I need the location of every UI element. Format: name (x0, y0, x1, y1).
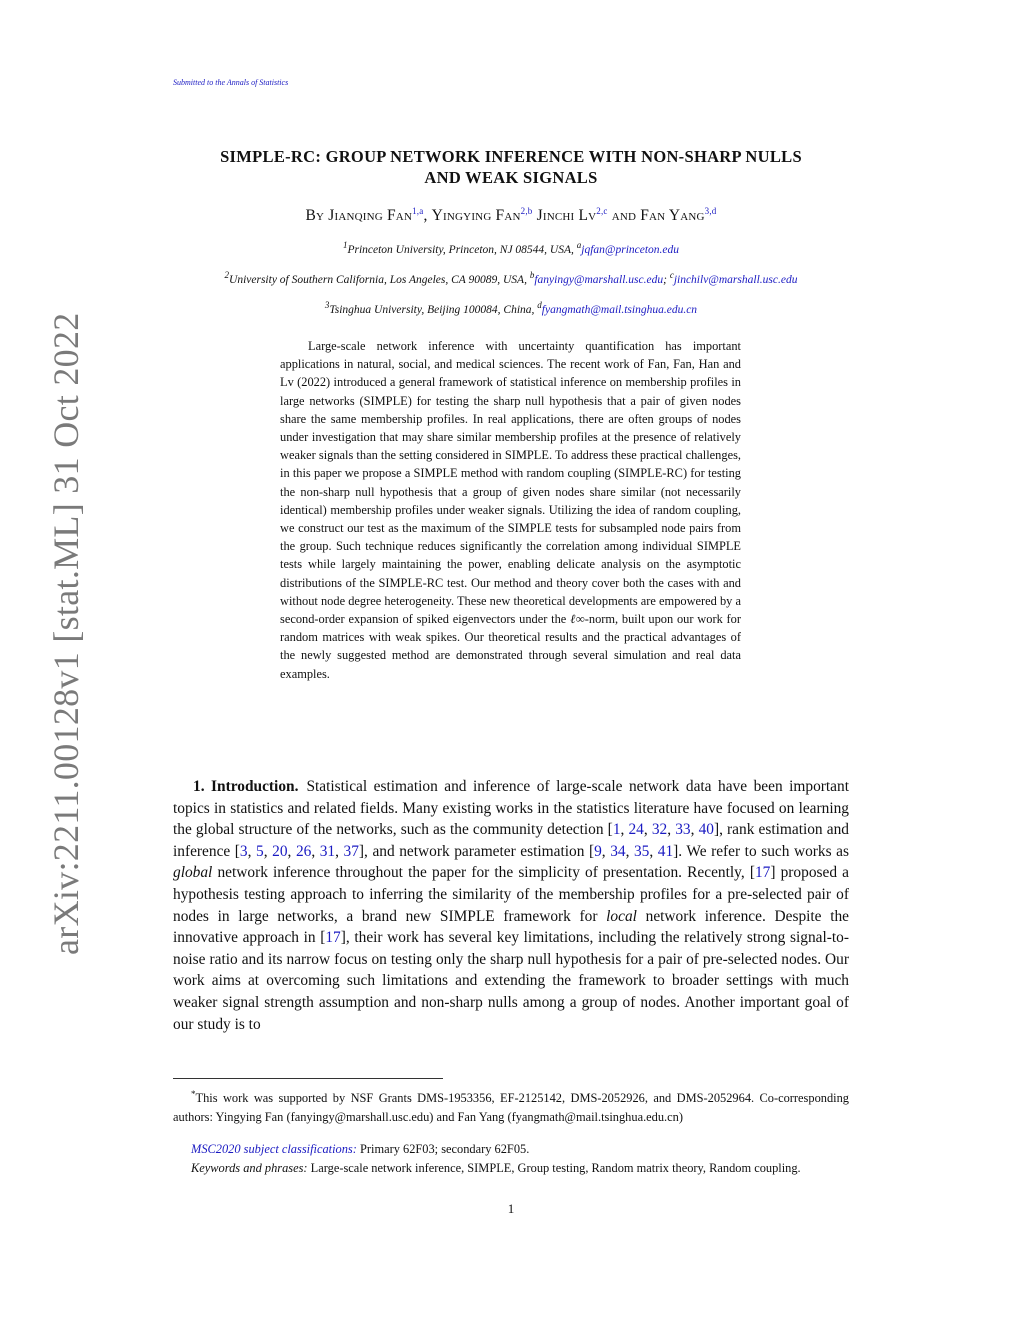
footnote-mark: * (191, 1089, 196, 1099)
abstract-paragraph: Large-scale network inference with uncertainty quantification has important applications in natural, social, and medical sciences. The recent work of Fan, Fan, Han and Lv (2022) introduced a general framework of statistical inference on membership profiles in large networks (SIMPLE) for testing the sharp null hypothesis that a pair of given nodes share the same membership profiles. In real applications, there are often groups of nodes under investigation that may share similar membership profiles at the presence of relatively weaker signals than the setting considered in SIMPLE. To address these practical challenges, in this paper we propose a SIMPLE method with random coupling (SIMPLE-RC) for testing the non-sharp null hypothesis that a group of given nodes share similar (not necessarily identical) membership profiles under weaker signals. Utilizing the idea of random coupling, we construct our test as the maximum of the SIMPLE tests for subsampled node pairs from the group. Such technique reduces significantly the correlation among individual SIMPLE tests while largely maintaining the power, enabling delicate analysis on the asymptotic distributions of the SIMPLE-RC test. Our method and theory cover both the cases with and without node degree heterogeneity. These new theoretical developments are empowered by a second-order expansion of spiked eigenvectors under the ℓ∞-norm, built upon our work for random matrices with weak spikes. Our theoretical results and the practical advantages of the newly suggested method are demonstrated through several simulation and real data examples. (280, 339, 741, 681)
citation-link[interactable]: 26 (295, 842, 312, 860)
email-link[interactable]: fanyingy@marshall.usc.edu (534, 273, 664, 286)
footnote-divider (173, 1078, 443, 1079)
citation-link[interactable]: 3 (239, 842, 248, 860)
citation-link[interactable]: 20 (272, 842, 288, 860)
title-line-1: SIMPLE-RC: GROUP NETWORK INFERENCE WITH NON-SHARP NULLS (220, 147, 802, 166)
citation-link[interactable]: 34 (610, 842, 626, 860)
author-name: Yingying Fan (431, 207, 521, 225)
abstract (280, 337, 741, 683)
introduction-section (173, 776, 849, 1035)
msc-link[interactable]: MSC2020 subject classifications: (191, 1142, 357, 1156)
citation-link[interactable]: 9 (594, 842, 602, 860)
title-line-2: AND WEAK SIGNALS (424, 168, 598, 187)
emphasis: local (606, 907, 637, 925)
author-list: By Jianqing Fan$^{1,a}$, Yingying Fan$^{2,b}$ Jinchi Lv$^{2,c}$ and Fan Yang$^{3,d}$ (305, 206, 717, 225)
affiliation-2: $^2$University of Southern California, Los Angeles, CA 90089, USA, $^b$fanyingy@marshall.usc.edu; $^c$jinchilv@marshall.usc.edu (224, 270, 798, 286)
intro-paragraph: 1. Introduction. Statistical estimation and inference of large-scale network data have been important topics in statistics and related fields. Many existing works in the statistics literature have focused on learning the global structure of the networks, such as the community detection [1, 24, 32, 33, 40], rank estimation and inference [3, 5, 20, 26, 31, 37], and network parameter estimation [9, 34, 35, 41]. We refer to such works as global network inference throughout the paper for the simplicity of presentation. Recently, [17] proposed a hypothesis testing approach to inferring the similarity of the membership profiles for a pre-selected pair of nodes in large networks, a brand new SIMPLE framework for local network inference. Despite the innovative approach in [17], their work has several key limitations, including the relatively strong signal-to-noise ratio and its narrow focus on testing only the sharp null hypothesis for a pair of pre-selected nodes. Our work aims at overcoming such limitations and extending the framework to broader settings with much weaker signal strength assumption and non-sharp nulls among a group of nodes. Another important goal of our study is to (173, 778, 850, 1033)
and-word: and (611, 207, 637, 225)
citation-link[interactable]: 40 (698, 821, 714, 839)
author-affil-mark[interactable]: 2,b (520, 206, 533, 216)
page-number: 1 (507, 1201, 515, 1216)
section-heading: 1. Introduction. (193, 778, 299, 795)
citation-link[interactable]: 32 (651, 821, 668, 839)
email-link[interactable]: fyangmath@mail.tsinghua.edu.cn (541, 303, 698, 316)
citation-link[interactable]: 17 (325, 929, 341, 947)
citation-link[interactable]: 37 (343, 842, 359, 860)
affiliation-3: $^3$Tsinghua University, Beijing 100084, China, $^d$fyangmath@mail.tsinghua.edu.cn (324, 300, 698, 316)
funding-footnote: *This work was supported by NSF Grants DMS-1953356, EF-2125142, DMS-2052926, and DMS-2052964. Co-corresponding authors: Yingying Fan (fanyingy@marshall.usc.edu) and Fan Yang (fyangmath@mail.tsinghua.edu.cn) (173, 1089, 849, 1124)
by-word: By (305, 207, 325, 225)
email-link[interactable]: jinchilv@marshall.usc.edu (673, 273, 798, 286)
author-name: Jianqing Fan (328, 207, 413, 225)
citation-link[interactable]: 33 (675, 821, 691, 839)
emphasis: global (173, 864, 213, 882)
citation-link[interactable]: 35 (633, 842, 650, 860)
citation-link[interactable]: 5 (256, 842, 264, 860)
affiliation-1: $^1$Princeton University, Princeton, NJ 08544, USA, $^a$jqfan@princeton.edu (342, 240, 680, 256)
arxiv-identifier: arXiv:2211.00128v1 [stat.ML] 31 Oct 2022 (46, 312, 86, 955)
keywords: Keywords and phrases: Large-scale network inference, SIMPLE, Group testing, Random matrix theory, Random coupling. (191, 1161, 801, 1175)
citation-link[interactable]: 24 (628, 821, 644, 839)
msc-classification: MSC2020 subject classifications: Primary 62F03; secondary 62F05. (191, 1142, 530, 1156)
journal-header[interactable]: Submitted to the Annals of Statistics (173, 78, 289, 87)
author-affil-mark[interactable]: 3,d (704, 206, 717, 216)
author-affil-mark[interactable]: 1,a (412, 206, 424, 216)
ell-infinity-symbol: ℓ∞ (570, 612, 585, 627)
author-affil-mark[interactable]: 2,c (596, 206, 608, 216)
citation-link[interactable]: 1 (612, 821, 621, 839)
citation-link[interactable]: 31 (319, 842, 336, 860)
keywords-label: Keywords and phrases: (191, 1161, 308, 1175)
citation-link[interactable]: 17 (754, 864, 771, 882)
email-link[interactable]: jqfan@princeton.edu (581, 243, 680, 256)
author-name: Jinchi Lv (536, 207, 597, 225)
paper-title (173, 146, 849, 188)
author-name: Fan Yang (640, 207, 705, 225)
citation-link[interactable]: 41 (657, 842, 674, 860)
